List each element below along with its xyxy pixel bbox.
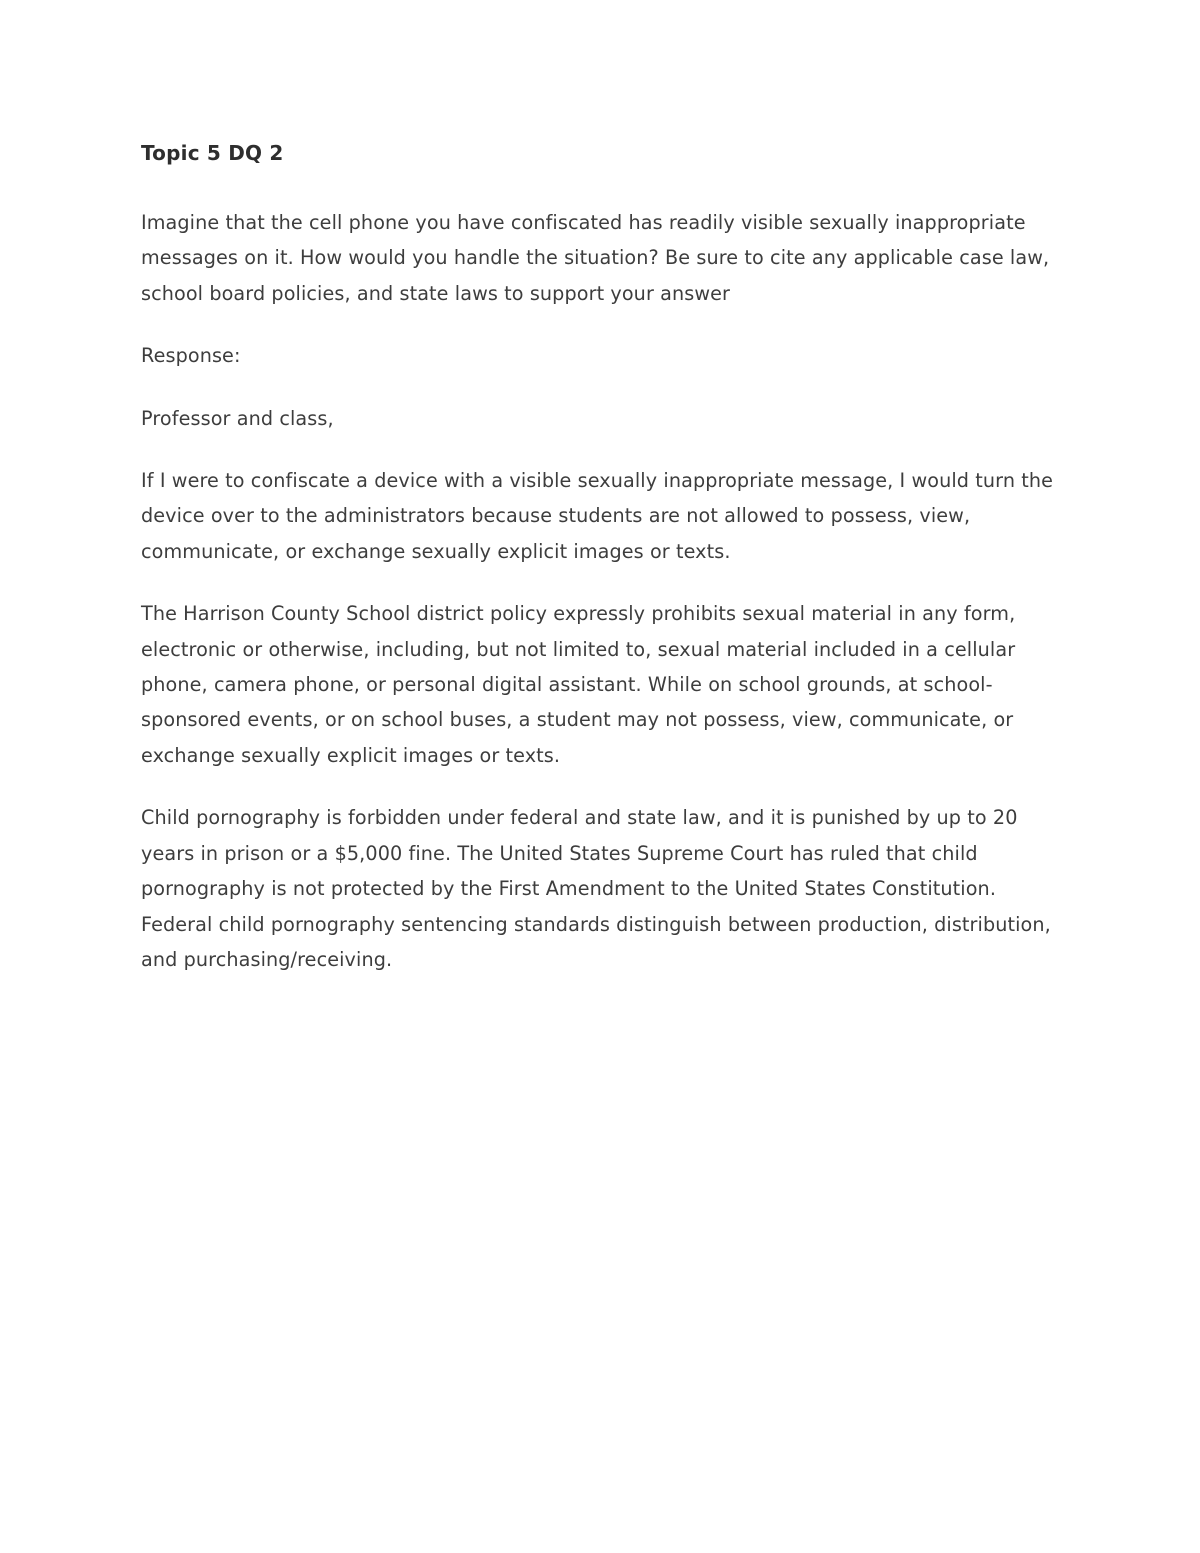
body-paragraph-3: Child pornography is forbidden under federal and state law, and it is punished by up to 20 years in prison or a $5,000 fine. The United States Supreme Court has ruled that child pornography is not protected by the First Amendment to the United States Constitution. Federal child pornography sentencing standards distinguish between production, distribution, and purchasing/receiving. [141,806,1051,971]
document-page [141,139,1061,1004]
document-title: Topic 5 DQ 2 [141,141,284,165]
body-paragraph-1: If I were to confiscate a device with a visible sexually inappropriate message, I would turn the device over to the administrators because students are not allowed to possess, view, communicate, or exchange sexually explicit images or texts. [141,469,1054,563]
greeting-paragraph: Professor and class, [141,406,334,430]
body-paragraph-2: The Harrison County School district policy expressly prohibits sexual material in any form, electronic or otherwise, including, but not limited to, sexual material included in a cellular phone, camera phone, or personal digital assistant. While on school grounds, at school-sponsored events, or on school buses, a student may not possess, view, communicate, or exchange sexually explicit images or texts. [141,602,1016,767]
response-label: Response: [141,344,241,368]
prompt-paragraph: Imagine that the cell phone you have confiscated has readily visible sexually inappropriate messages on it. How would you handle the situation? Be sure to cite any applicable case law, school board policies, and state laws to support your answer [141,211,1050,305]
